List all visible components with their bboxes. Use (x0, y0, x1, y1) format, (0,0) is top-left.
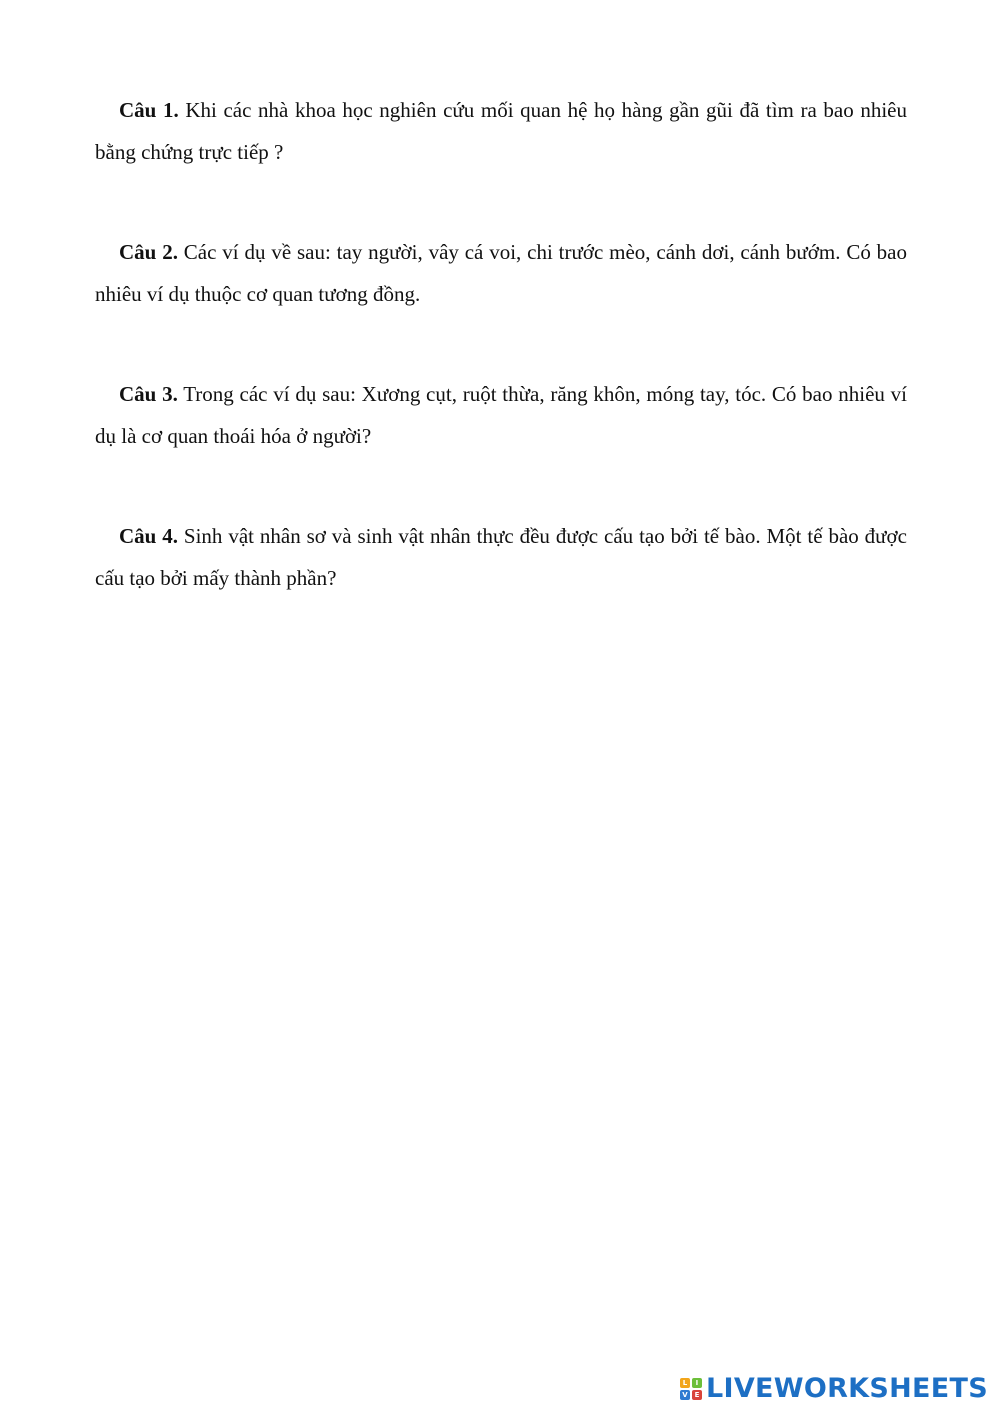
liveworksheets-watermark (680, 1372, 988, 1406)
liveworksheets-wordmark: LIVEWORKSHEETS (705, 1373, 988, 1404)
question-4-text: Sinh vật nhân sơ và sinh vật nhân thực đều được cấu tạo bởi tế bào. Một tế bào được cấu tạo bởi mấy thành phần? (95, 524, 907, 590)
question-2-label: Câu 2. (119, 240, 178, 264)
logo-tile-i: I (692, 1378, 702, 1388)
question-1-label: Câu 1. (119, 98, 179, 122)
logo-tile-e: E (692, 1390, 702, 1400)
question-3-text: Trong các ví dụ sau: Xương cụt, ruột thừa, răng khôn, móng tay, tóc. Có bao nhiêu ví dụ là cơ quan thoái hóa ở người? (95, 382, 907, 448)
liveworksheets-logo-icon (680, 1378, 702, 1400)
question-3-label: Câu 3. (119, 382, 178, 406)
logo-tile-v: V (680, 1390, 690, 1400)
question-1-text: Khi các nhà khoa học nghiên cứu mối quan hệ họ hàng gần gũi đã tìm ra bao nhiêu bằng chứng trực tiếp ? (95, 98, 907, 164)
question-2 (95, 231, 907, 315)
question-4 (95, 515, 907, 599)
question-2-text: Các ví dụ về sau: tay người, vây cá voi, chi trước mèo, cánh dơi, cánh bướm. Có bao nhiêu ví dụ thuộc cơ quan tương đồng. (95, 240, 907, 306)
question-1 (95, 89, 907, 173)
logo-tile-l: L (680, 1378, 690, 1388)
question-4-label: Câu 4. (119, 524, 178, 548)
question-3 (95, 373, 907, 457)
